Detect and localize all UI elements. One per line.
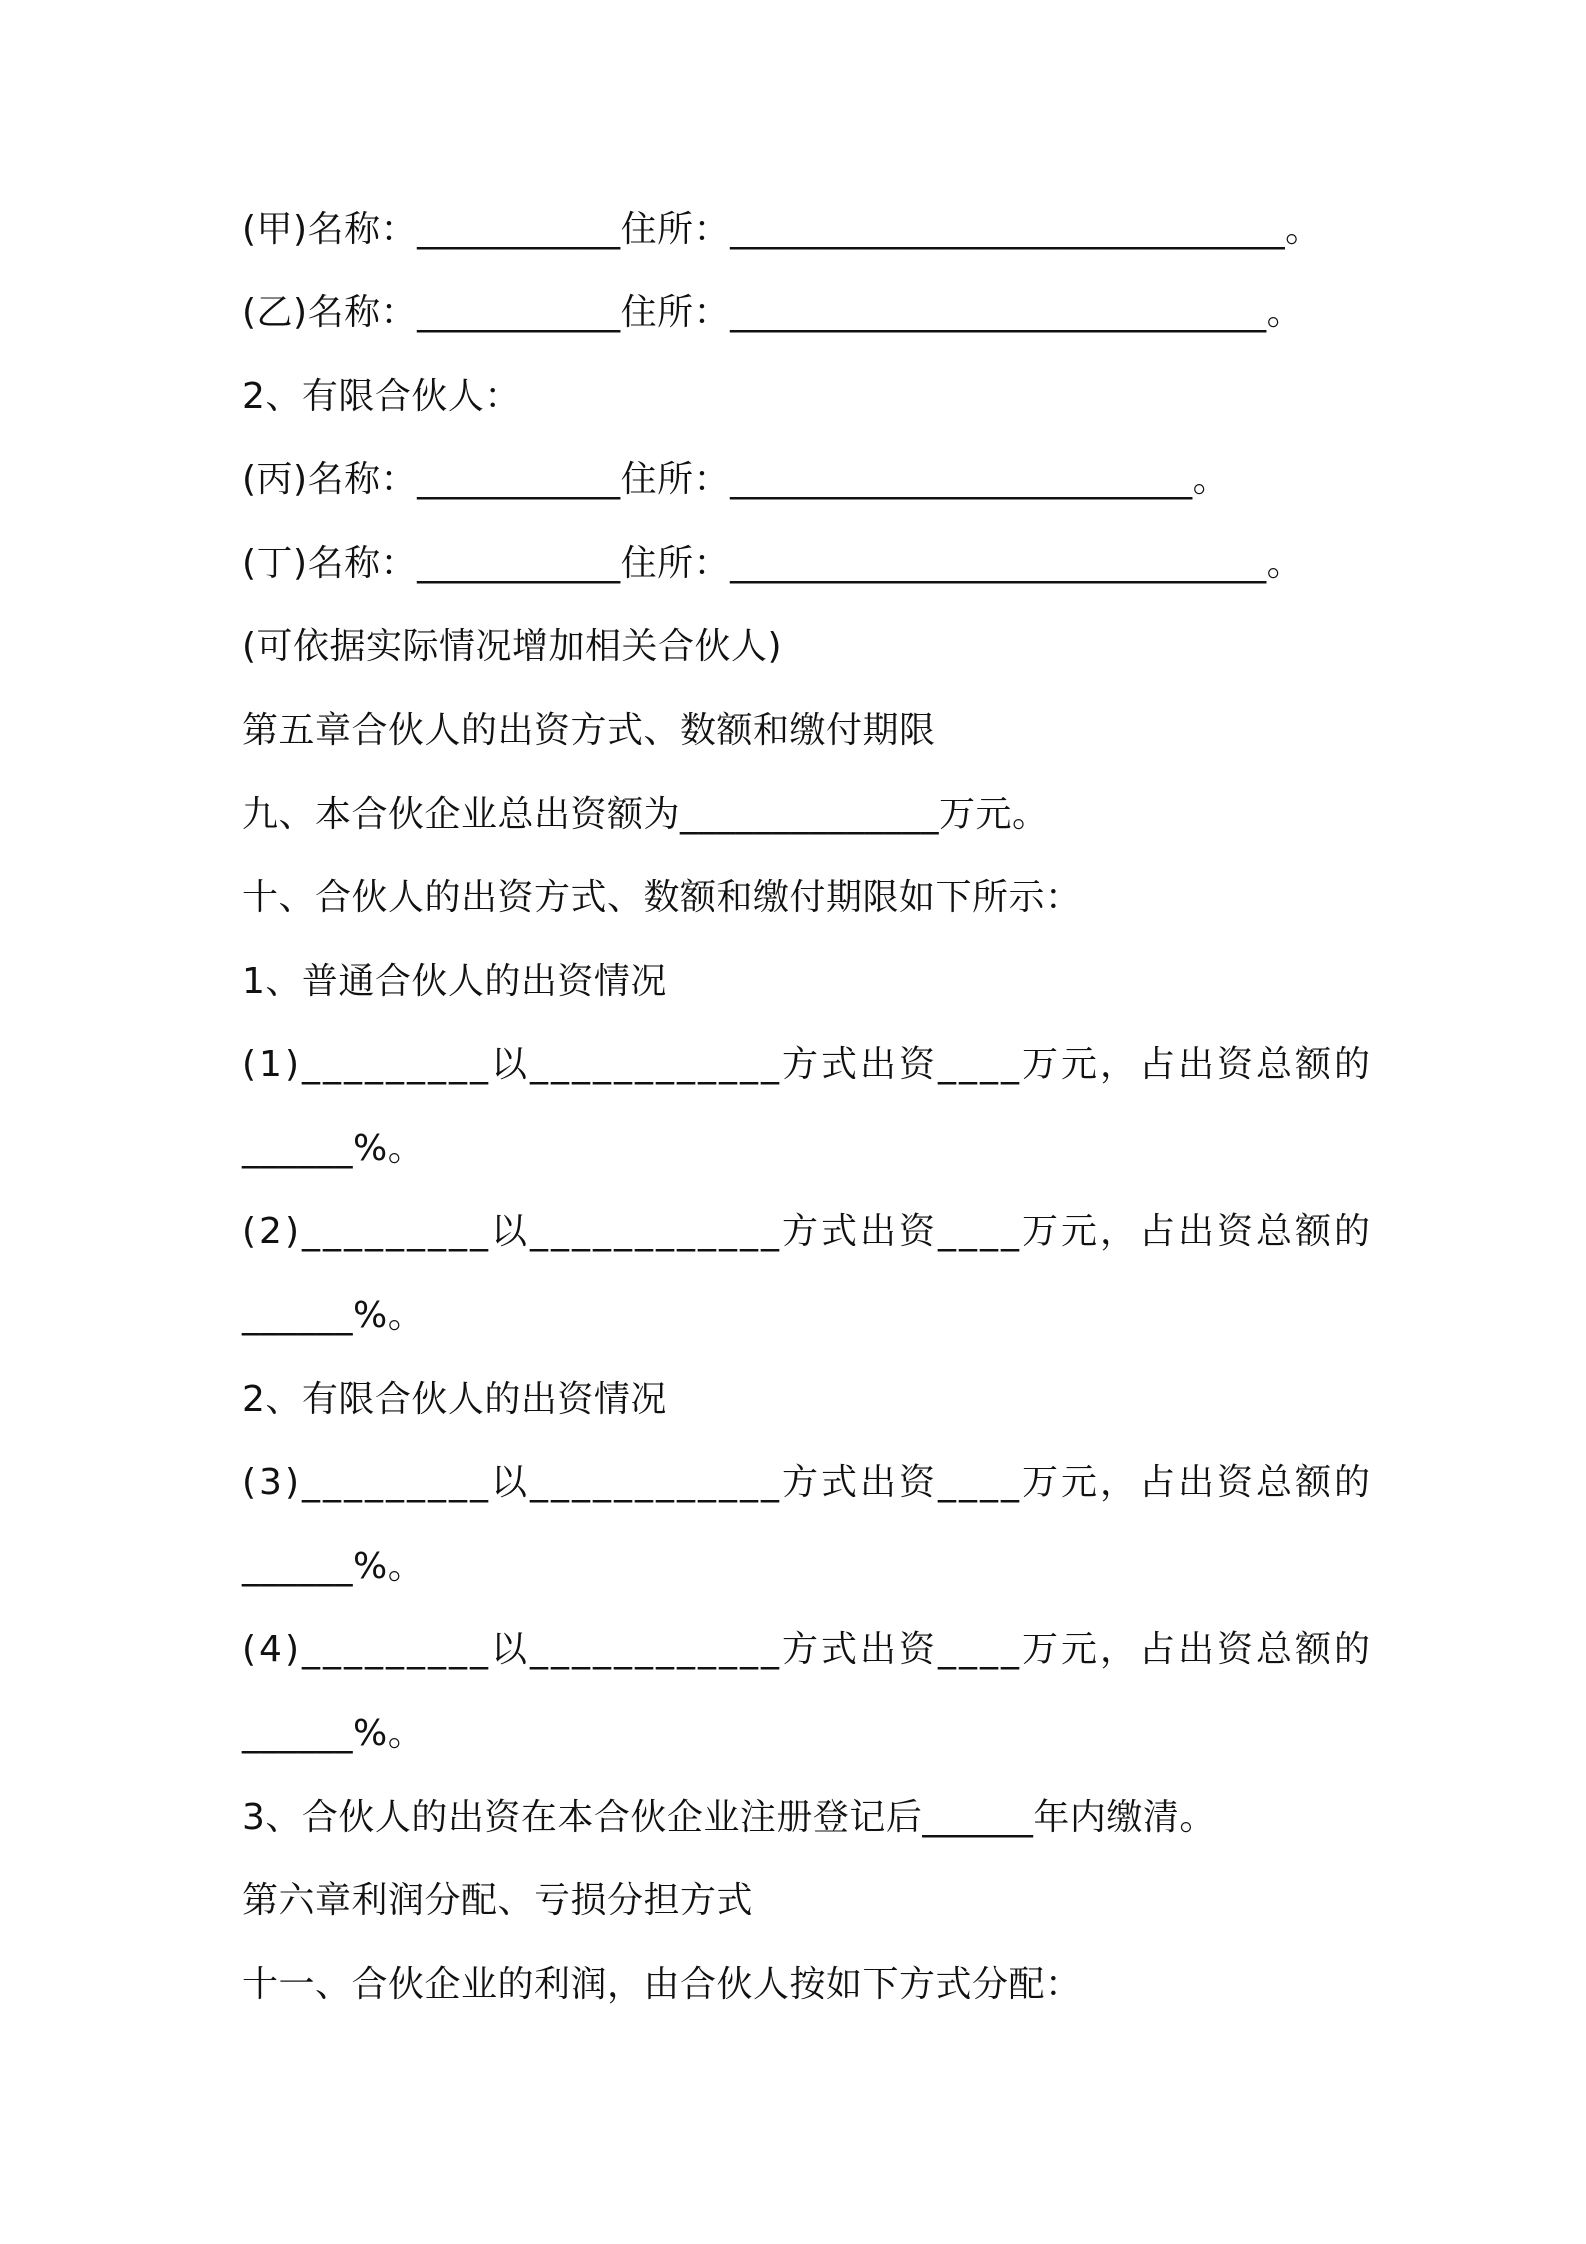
party-c-line: (丙)名称：___________住所：_________________________。 (242, 459, 1230, 500)
contribution-line-3-cont: ______%。 (242, 1546, 425, 1587)
general-partners-contrib-heading: 1、普通合伙人的出资情况 (242, 961, 667, 1002)
limited-partners-contrib-heading: 2、有限合伙人的出资情况 (242, 1379, 667, 1420)
payment-deadline-line: 3、合伙人的出资在本合伙企业注册登记后______年内缴清。 (242, 1797, 1216, 1838)
contribution-line-2: (2)_________以____________方式出资____万元，占出资总额的 (242, 1211, 1373, 1252)
contribution-line-4: (4)_________以____________方式出资____万元，占出资总额的 (242, 1629, 1373, 1670)
contribution-line-1-cont: ______%。 (242, 1128, 425, 1169)
contribution-line-3: (3)_________以____________方式出资____万元，占出资总额的 (242, 1462, 1373, 1503)
article-nine: 九、本合伙企业总出资额为______________万元。 (242, 794, 1049, 835)
party-b-line: (乙)名称：___________住所：_____________________________。 (242, 292, 1304, 333)
contribution-line-1: (1)_________以____________方式出资____万元，占出资总额的 (242, 1044, 1373, 1085)
article-eleven: 十一、合伙企业的利润，由合伙人按如下方式分配： (242, 1964, 1082, 2005)
limited-partners-heading: 2、有限合伙人： (242, 376, 521, 417)
note-line: (可依据实际情况增加相关合伙人) (242, 626, 783, 667)
contribution-line-2-cont: ______%。 (242, 1295, 425, 1336)
chapter-six-heading: 第六章利润分配、亏损分担方式 (242, 1880, 754, 1921)
party-d-line: (丁)名称：___________住所：_____________________________。 (242, 543, 1304, 584)
party-a-line: (甲)名称：___________住所：______________________________。 (242, 209, 1322, 250)
chapter-five-heading: 第五章合伙人的出资方式、数额和缴付期限 (242, 710, 936, 751)
article-ten: 十、合伙人的出资方式、数额和缴付期限如下所示： (242, 877, 1082, 918)
contribution-line-4-cont: ______%。 (242, 1713, 425, 1754)
